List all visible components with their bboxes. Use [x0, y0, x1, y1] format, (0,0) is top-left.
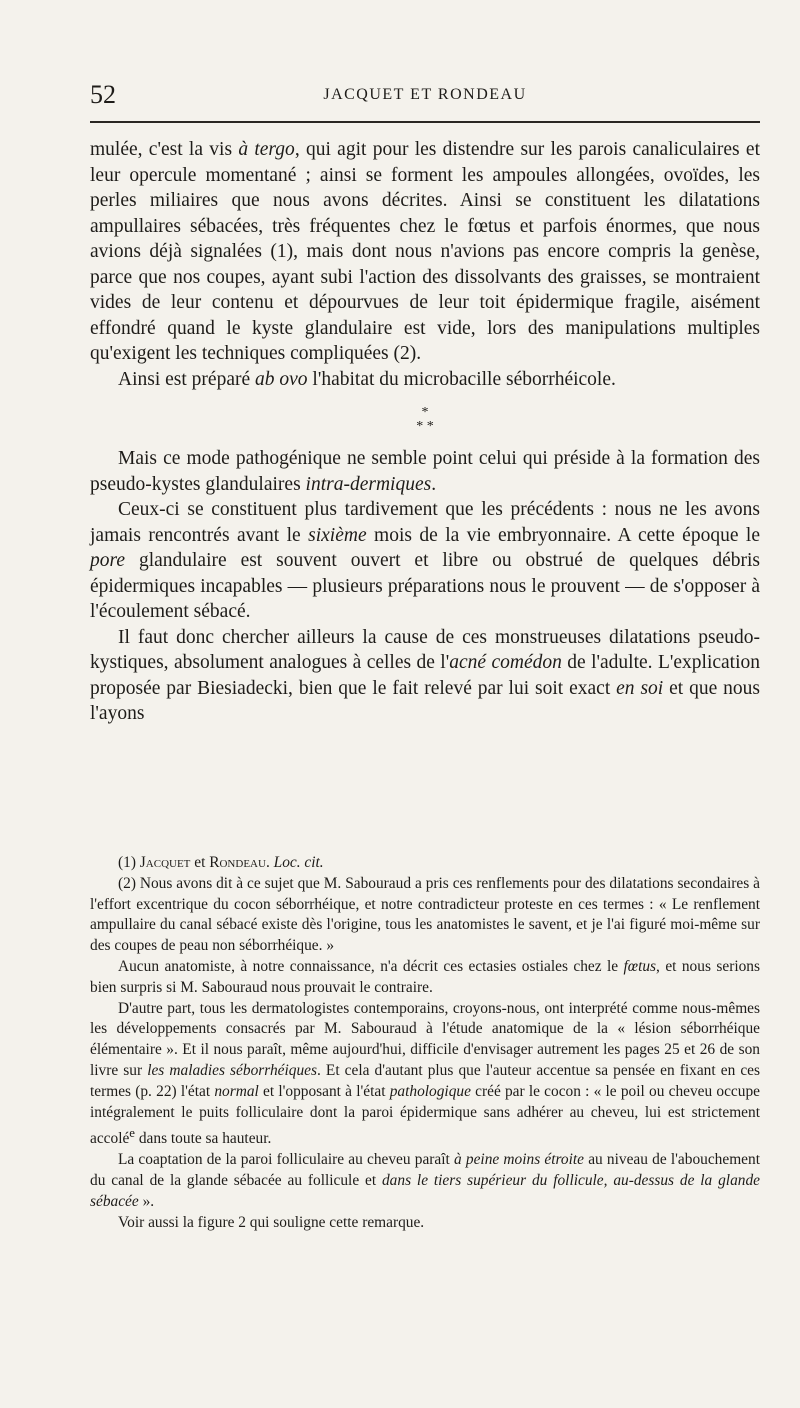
running-head: JACQUET ET RONDEAU [323, 86, 527, 103]
footnotes [90, 853, 760, 1233]
text-run: mulée, c'est la vis [90, 139, 239, 160]
separator-star-top: * [421, 405, 429, 420]
text-run: de l'adulte. L'explication proposée par Biesiadecki, bien que le fait relevé par lui soit exact [90, 652, 761, 699]
paragraph-5 [90, 625, 760, 727]
italic-run: normal [214, 1082, 259, 1100]
footnote-2-continued [90, 999, 760, 1151]
text-run: glandulaire est souvent ouvert et libre ou obstrué de quelques débris épidermiques incapables — plusieurs préparations nous le prouvent — de s'opposer à l'écoulement sébacé. [90, 550, 760, 622]
text-run: . Et cela d'autant plus que l'auteur accentue sa pensée en fixant en ces termes (p. 22) l'état [90, 1061, 761, 1100]
text-run: Il faut donc chercher ailleurs la cause de ces monstrueuses dilatations pseudo-kystiques, absolument analogues à celles de l' [90, 626, 760, 673]
main-text [90, 137, 760, 727]
text-run: et [190, 854, 210, 871]
section-separator [90, 406, 760, 434]
text-run: . [265, 854, 274, 871]
text-run: , et nous serions bien surpris si M. Sabouraud nous prouvait le contraire. [90, 957, 760, 996]
footnote-1 [90, 853, 760, 874]
italic-run: les maladies séborrhéiques [147, 1061, 317, 1079]
text-run: . [431, 473, 437, 495]
paragraph-1 [90, 137, 760, 367]
superscript-e: e [129, 1126, 135, 1141]
author-name: Jacquet [139, 854, 191, 871]
italic-run: pore [90, 550, 126, 571]
page-number: 52 [90, 80, 116, 109]
italic-run: à tergo [238, 139, 295, 160]
paragraph-3 [90, 446, 760, 497]
text-run: Ainsi est préparé [118, 368, 255, 390]
italic-run: pathologique [389, 1082, 471, 1100]
text-run: dans toute sa hauteur. [135, 1130, 272, 1148]
author-name: Rondeau [209, 854, 266, 871]
header-rule [90, 121, 760, 123]
italic-run: dans le tiers supérieur du follicule, au-dessus de la glande sébacée [90, 1172, 760, 1210]
separator-stars-bottom: * * [416, 419, 434, 434]
footnote-2-continued [90, 957, 760, 999]
text-run: D'autre part, tous les dermatologistes contemporains, croyons-nous, ont interprété comme nous-mêmes les développements consacrés par M. Sabouraud à l'étude anatomique de la « lésion séborrhéique élémentaire ». Et il nous paraît, même aujourd'hui, difficile d'envisager autrement les pages 25 et 26 de son livre sur [90, 999, 760, 1079]
italic-run: Loc. cit. [273, 854, 324, 871]
text-run: La coaptation de la paroi folliculaire au cheveu paraît [118, 1151, 455, 1169]
italic-run: fœtus [623, 957, 657, 975]
italic-run: sixième [308, 524, 367, 546]
paragraph-4 [90, 497, 760, 625]
text-run: Mais ce mode pathogénique ne semble point celui qui préside à la formation des pseudo-kystes glandulaires [90, 448, 760, 495]
text-run: mois de la vie embryonnaire. A cette époque le [366, 524, 760, 546]
text-run: et l'opposant à l'état [258, 1082, 390, 1100]
text-run: Ceux-ci se constituent plus tardivement que les précédents : nous ne les avons jamais rencontrés avant le [90, 499, 760, 546]
italic-run: en soi [616, 677, 664, 699]
footnote-2-continued: Voir aussi la figure 2 qui souligne cette remarque. [118, 1213, 425, 1231]
italic-run: intra-dermiques [305, 473, 432, 495]
text-run: créé par le cocon : « le poil ou cheveu occupe intégralement le puits folliculaire dont la paroi épidermique sans adhérer au cheveu, lui est strictement accolé [90, 1082, 760, 1148]
page-header [90, 80, 760, 110]
italic-run: à peine moins étroite [454, 1151, 585, 1169]
footnote-2-continued [90, 1150, 760, 1212]
italic-run: acné comédon [449, 652, 562, 673]
text-run: et que nous l'ayons [90, 677, 760, 724]
text-run: Aucun anatomiste, à notre connaissance, n'a décrit ces ectasies ostiales chez le [118, 957, 624, 975]
text-run: ». [138, 1192, 155, 1210]
text-run: , qui agit pour les distendre sur les parois canaliculaires et leur opercule momentané ; ainsi se forment les ampoules allongées, ovoïdes, les perles miliaires que nous avons décrites. Ainsi se constituent les dilatations ampullaires sébacées, très fréquentes chez le fœtus et parfois énormes, que nous avions déjà signalées (1), mais dont nous n'avions pas encore compris la genèse, parce que nos coupes, ayant subi l'action des dissolvants des graisses, se montraient vides de leur contenu et dépourvues de leur toit épidermique fragile, aisément effondré quand le kyste glandulaire est vide, lors des manipulations multiples qu'exigent les techniques compliquées (2). [90, 139, 760, 364]
italic-run: ab ovo [255, 368, 308, 390]
text-run: (1) [118, 854, 140, 871]
footnote-2: (2) Nous avons dit à ce sujet que M. Sabouraud a pris ces renflements pour des dilatations secondaires à l'effort excentrique du cocon séborrhéique, et notre contradicteur proteste en ces termes : « Le renflement ampullaire du canal sébacé existe dès l'origine, tous les anatomistes le savent, et je l'ai figuré moi-même sur des coupes de peau non séborrhéique. » [90, 874, 760, 955]
text-run: au niveau de l'abouchement du canal de la glande sébacée au follicule et [90, 1151, 760, 1190]
text-run: l'habitat du microbacille séborrhéicole. [307, 368, 616, 390]
paragraph-2 [90, 367, 760, 393]
